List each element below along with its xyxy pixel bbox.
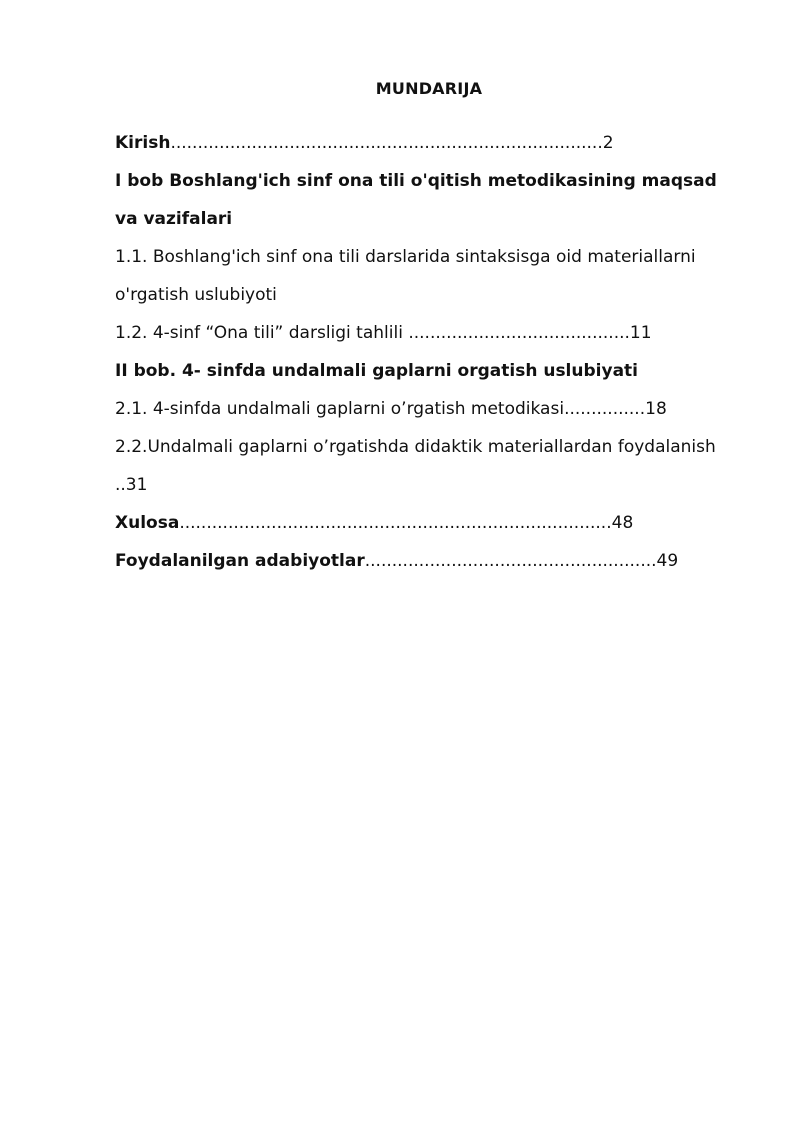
toc-leader-dots: ................................................................................ xyxy=(179,513,612,533)
toc-entry-label: Boshlang'ich sinf ona tili darslarida sintaksisga oid materiallarni o'rgatish uslubiyoti xyxy=(115,247,696,305)
toc-page-number: 48 xyxy=(611,513,634,533)
toc-entry-label: II bob. 4- sinfda undalmali gaplarni orgatish uslubiyati xyxy=(115,361,638,381)
toc-entry-kirish xyxy=(115,124,745,162)
toc-entry-section-2-2 xyxy=(115,428,745,504)
toc-entry-label: Kirish xyxy=(115,133,171,153)
table-of-contents xyxy=(115,124,745,580)
toc-entry-chapter-2 xyxy=(115,352,745,390)
toc-leader-dots: ......................................... xyxy=(408,323,630,343)
toc-title: MUNDARIJA xyxy=(375,79,483,98)
toc-entry-prefix: 1.1. xyxy=(115,247,153,267)
toc-entry-tail: ..31 xyxy=(115,475,148,495)
toc-entry-label: Xulosa xyxy=(115,513,180,533)
toc-entry-bibliography xyxy=(115,542,745,580)
toc-page-number: 2 xyxy=(602,133,614,153)
toc-leader-dots: ................................................................................ xyxy=(170,133,603,153)
toc-leader-dots: ...................................................... xyxy=(364,551,657,571)
toc-entry-xulosa xyxy=(115,504,745,542)
toc-entry-label: Foydalanilgan adabiyotlar xyxy=(115,551,365,571)
toc-entry-label: 2.2.Undalmali gaplarni o’rgatishda didaktik materiallardan foydalanish xyxy=(115,437,716,457)
toc-page-number: 18 xyxy=(645,399,667,419)
toc-leader-dots: ............... xyxy=(564,399,646,419)
toc-entry-prefix: I bob xyxy=(115,171,170,191)
toc-entry-label: 1.2. 4-sinf “Ona tili” darsligi tahlili xyxy=(115,323,409,343)
toc-entry-section-1-1 xyxy=(115,238,745,314)
toc-entry-label: Boshlang'ich sinf ona tili o'qitish metodikasining maqsad va vazifalari xyxy=(115,171,717,229)
toc-entry-section-2-1 xyxy=(115,390,745,428)
toc-entry-chapter-1 xyxy=(115,162,745,238)
toc-entry-label: 2.1. 4-sinfda undalmali gaplarni o’rgatish metodikasi xyxy=(115,399,565,419)
toc-page-number: 49 xyxy=(656,551,679,571)
toc-page-number: 11 xyxy=(629,323,652,343)
toc-entry-section-1-2 xyxy=(115,314,745,352)
